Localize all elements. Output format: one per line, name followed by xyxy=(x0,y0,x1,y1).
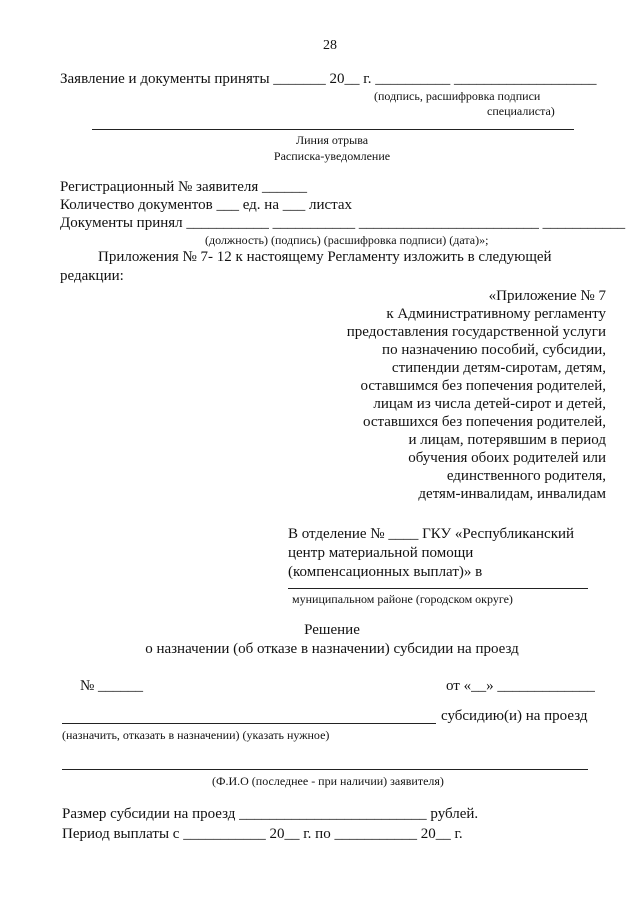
decision-title: Решение xyxy=(304,622,360,638)
appendix-header-line: и лицам, потерявшим в период xyxy=(408,432,606,448)
grant-text: субсидию(и) на проезд xyxy=(441,708,588,724)
appendix-header-line: оставшимся без попечения родителей, xyxy=(360,378,606,394)
appendix-header-line: оставшихся без попечения родителей, xyxy=(362,414,606,430)
appendix-header-line: детям-инвалидам, инвалидам xyxy=(418,486,606,502)
body-text-line-1: Приложения № 7- 12 к настоящему Регламенту изложить в следующей xyxy=(98,249,552,265)
appendix-header-line: стипендии детям-сиротам, детям, xyxy=(391,360,606,376)
signature-hint-line-2: специалиста) xyxy=(487,104,555,118)
appendix-header-line: предоставления государственной услуги xyxy=(346,324,606,340)
appendix-header-line: к Административному регламенту xyxy=(386,306,606,322)
accepted-by: Документы принял ___________ ___________ ________________________ ___________ xyxy=(60,215,626,231)
appendix-header-line: «Приложение № 7 xyxy=(488,288,606,304)
body-text-line-2: редакции: xyxy=(60,268,124,284)
page-number: 28 xyxy=(323,38,337,53)
fio-hint: (Ф.И.О (последнее - при наличии) заявителя) xyxy=(212,774,444,788)
addressee-line-1: В отделение № ____ ГКУ «Республиканский xyxy=(288,526,575,542)
municipality-rule xyxy=(288,588,588,589)
appendix-header-line: по назначению пособий, субсидии, xyxy=(382,342,606,358)
decision-date: от «__» _____________ xyxy=(446,678,595,694)
document-count: Количество документов ___ ед. на ___ листах xyxy=(60,197,353,213)
appendix-header-line: обучения обоих родителей или xyxy=(408,450,606,466)
tear-line-label: Линия отрыва xyxy=(295,133,369,147)
appendix-header xyxy=(347,287,606,503)
appendix-header-line: лицам из числа детей-сирот и детей, xyxy=(373,396,606,412)
grant-hint: (назначить, отказать в назначении) (указать нужное) xyxy=(62,728,330,742)
fio-rule xyxy=(62,769,588,770)
decision-number: № ______ xyxy=(80,678,144,694)
accepted-by-hints: (должность) (подпись) (расшифровка подписи) (дата)»; xyxy=(205,233,489,247)
decision-subtitle: о назначении (об отказе в назначении) субсидии на проезд xyxy=(145,641,519,657)
grant-rule xyxy=(62,723,436,724)
documents-accepted-line: Заявление и документы приняты _______ 20__ г. __________ ___________________ xyxy=(60,71,597,87)
subsidy-amount: Размер субсидии на проезд _________________________ рублей. xyxy=(62,806,479,822)
tear-line-rule xyxy=(92,129,574,130)
appendix-header-line: единственного родителя, xyxy=(446,468,606,484)
signature-hint-line-1: (подпись, расшифровка подписи xyxy=(374,89,541,103)
notice-title: Расписка-уведомление xyxy=(273,149,391,163)
municipality-hint: муниципальном районе (городском округе) xyxy=(292,592,513,606)
payment-period: Период выплаты с ___________ 20__ г. по ___________ 20__ г. xyxy=(62,826,463,842)
addressee-line-2: центр материальной помощи xyxy=(288,545,474,561)
registration-number: Регистрационный № заявителя ______ xyxy=(60,179,308,195)
addressee-line-3: (компенсационных выплат)» в xyxy=(288,564,483,580)
